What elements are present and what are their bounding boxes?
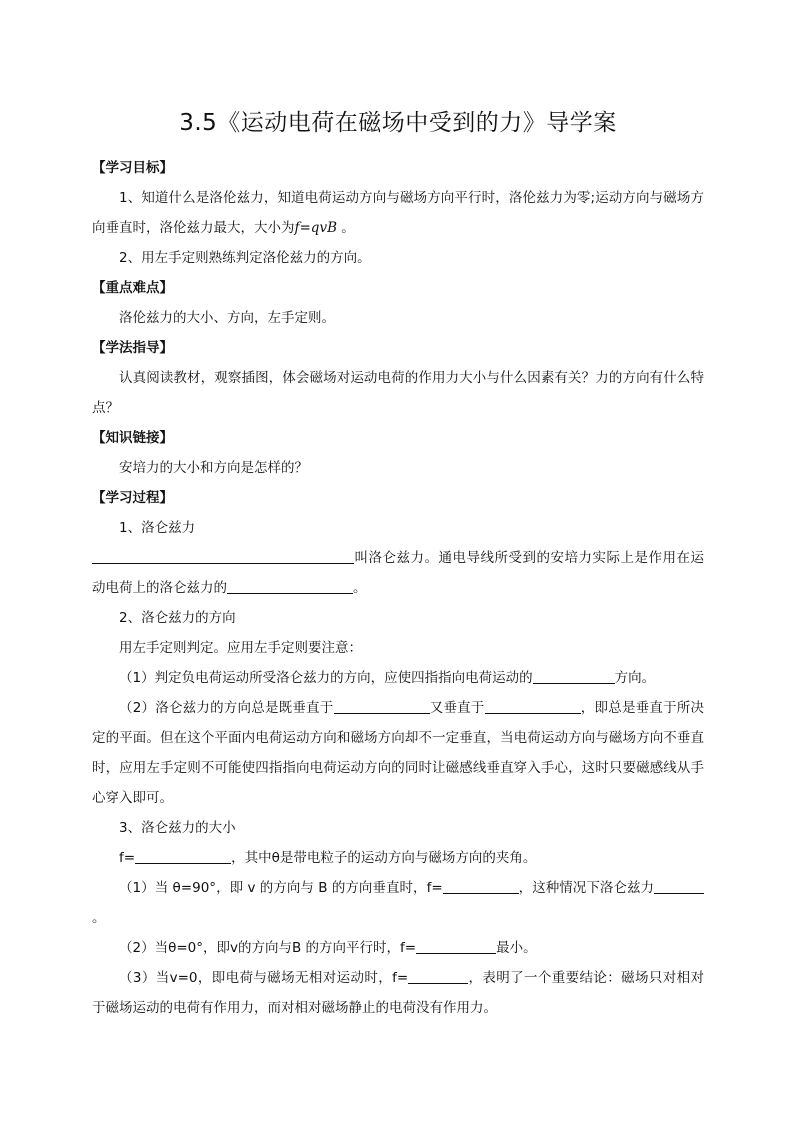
blank-s1-2[interactable] xyxy=(227,577,353,594)
blank-s3-5[interactable] xyxy=(408,967,468,984)
objective-1: 1、知道什么是洛伦兹力，知道电荷运动方向与磁场方向平行时，洛伦兹力为零;运动方向与磁场方向垂直时，洛伦兹力最大，大小为f=qvB 。 xyxy=(92,190,704,236)
process-s3-case1: （1）当 θ=90°，即 v 的方向与 B 的方向垂直时，f= ，这种情况下洛仑兹力。 xyxy=(92,873,704,933)
blank-s2-1[interactable] xyxy=(533,667,615,684)
keypoints-text: 洛伦兹力的大小、方向，左手定则。 xyxy=(119,310,335,326)
heading-method: 【学法指导】 xyxy=(92,340,173,356)
process-s3-formula: f= ，其中θ是带电粒子的运动方向与磁场方向的夹角。 xyxy=(92,843,704,873)
blank-s3-2[interactable] xyxy=(443,877,519,894)
objective-2: 2、用左手定则熟练判定洛伦兹力的方向。 xyxy=(119,250,371,266)
heading-link: 【知识链接】 xyxy=(92,430,173,446)
process-s1-title: 1、洛仑兹力 xyxy=(119,520,196,536)
process-s2-point1: （1）判定负电荷运动所受洛仑兹力的方向，应使四指指向电荷运动的 方向。 xyxy=(92,663,704,693)
process-s2-point2: （2）洛仑兹力的方向总是既垂直于 又垂直于 ，即总是垂直于所决定的平面。但在这个平面内电荷运动方向和磁场方向却不一定垂直，当电荷运动方向与磁场方向不垂直时，应用左手定则不可能使四指指向电荷运动方向的同时让磁感线垂直穿入手心，这时只要磁感线从手心穿入即可。 xyxy=(92,693,704,813)
process-s3-case2: （2）当θ=0°，即v的方向与B 的方向平行时，f= 最小。 xyxy=(92,933,704,963)
heading-objectives: 【学习目标】 xyxy=(92,160,173,176)
heading-keypoints: 【重点难点】 xyxy=(92,280,173,296)
heading-process: 【学习过程】 xyxy=(92,490,173,506)
blank-s3-4[interactable] xyxy=(416,937,496,954)
blank-s1-1[interactable] xyxy=(92,547,354,564)
link-text: 安培力的大小和方向是怎样的？ xyxy=(119,460,308,476)
blank-s3-3[interactable] xyxy=(654,877,704,894)
document-title: 3.5《运动电荷在磁场中受到的力》导学案 xyxy=(179,110,617,136)
process-s3-case3: （3）当v=0，即电荷与磁场无相对运动时，f= ，表明了一个重要结论：磁场只对相对于磁场运动的电荷有作用力，而对相对磁场静止的电荷没有作用力。 xyxy=(92,963,704,1023)
method-text: 认真阅读教材，观察插图，体会磁场对运动电荷的作用力大小与什么因素有关？力的方向有什么特点？ xyxy=(92,370,704,416)
document-page xyxy=(92,96,704,1023)
blank-s2-2[interactable] xyxy=(334,697,430,714)
process-s3-title: 3、洛仑兹力的大小 xyxy=(119,820,236,836)
formula-lorentz: f=qvB xyxy=(294,220,337,236)
process-s1-text: 叫洛仑兹力。通电导线所受到的安培力实际上是作用在运动电荷上的洛仑兹力的 。 xyxy=(92,543,704,603)
process-s2-title: 2、洛仑兹力的方向 xyxy=(119,610,236,626)
blank-s2-3[interactable] xyxy=(485,697,581,714)
process-s2-intro: 用左手定则判定。应用左手定则要注意： xyxy=(119,640,362,656)
blank-s3-1[interactable] xyxy=(135,847,231,864)
